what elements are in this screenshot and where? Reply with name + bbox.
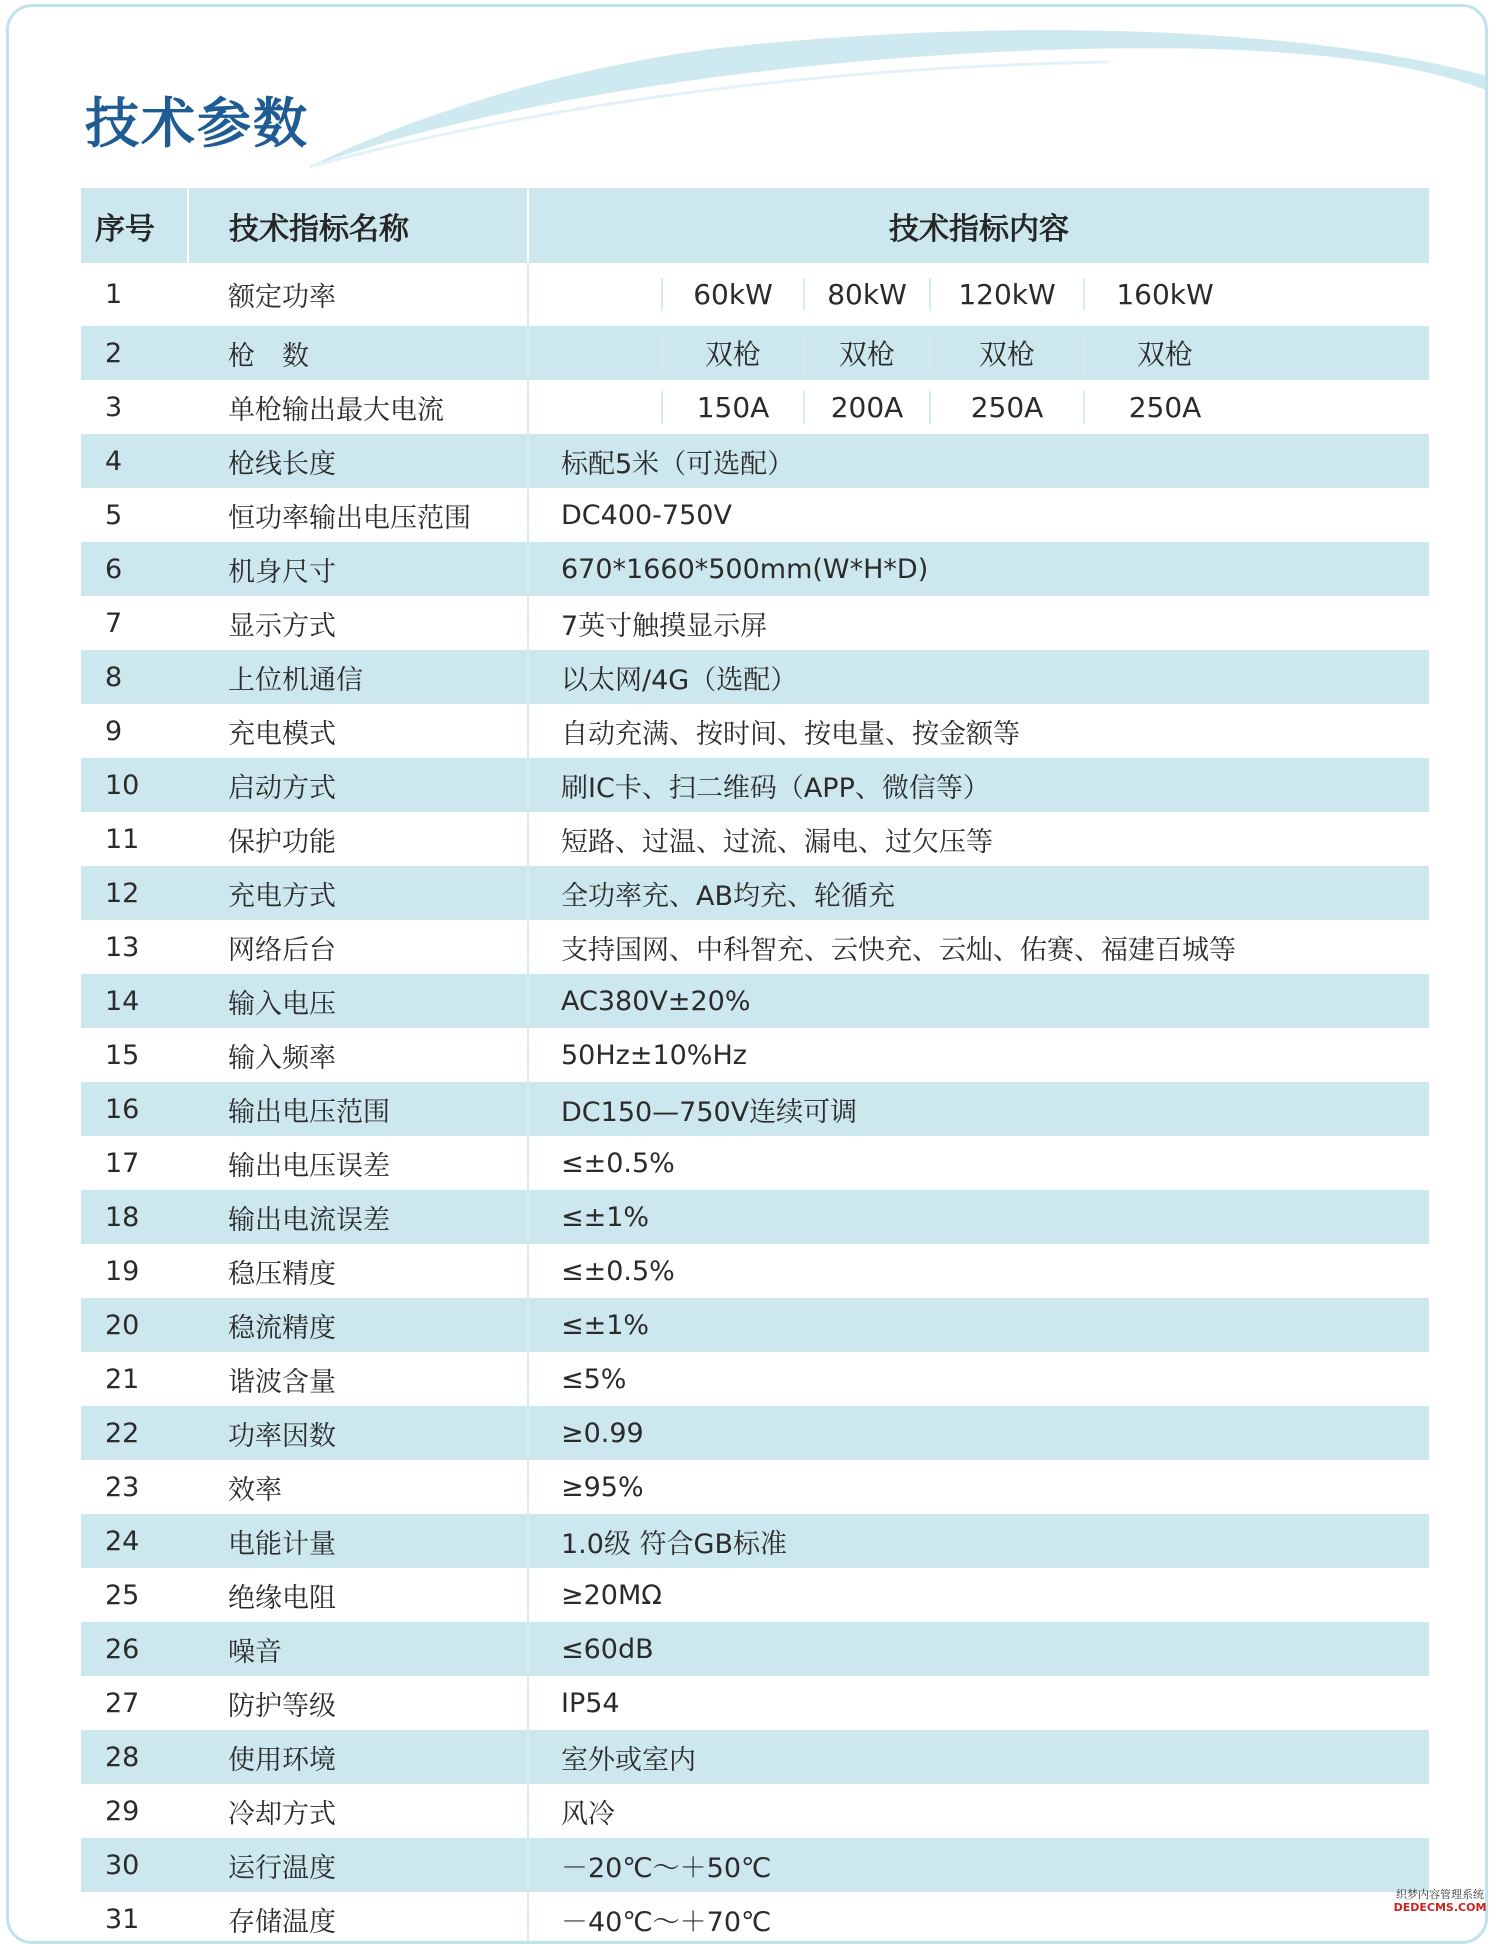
row-no: 22 xyxy=(81,1406,188,1460)
table-row xyxy=(81,1190,1429,1244)
row-name: 充电模式 xyxy=(228,718,336,750)
table-row xyxy=(81,1082,1429,1136)
row-no: 6 xyxy=(81,542,188,596)
row-no: 31 xyxy=(105,1903,140,1935)
row-no: 18 xyxy=(81,1190,188,1244)
row-name: 防护等级 xyxy=(228,1690,336,1722)
table-row xyxy=(81,866,1429,920)
row-name: 额定功率 xyxy=(228,282,336,313)
table-row xyxy=(81,1784,1429,1838)
watermark-line2: DEDECMS.COM xyxy=(1393,1901,1487,1914)
row-value: ≤±1% xyxy=(528,1190,1429,1244)
row-value: 全功率充、AB均充、轮循充 xyxy=(528,866,1429,920)
row-value: IP54 xyxy=(528,1676,1429,1730)
row-name: 枪 数 xyxy=(188,326,528,380)
row-value xyxy=(528,263,1429,326)
row-no: 16 xyxy=(81,1082,188,1136)
row-no: 13 xyxy=(105,931,140,963)
table-row xyxy=(81,974,1429,1028)
row-no: 20 xyxy=(81,1298,188,1352)
table-row xyxy=(81,1622,1429,1676)
row-value: ≤±1% xyxy=(528,1298,1429,1352)
row-no: 8 xyxy=(81,650,188,704)
row-no: 21 xyxy=(105,1363,140,1395)
row-value xyxy=(528,380,1429,434)
row-name: 显示方式 xyxy=(228,610,336,642)
row-no: 5 xyxy=(105,499,123,531)
row-name: 噪音 xyxy=(188,1622,528,1676)
row-name: 输出电压误差 xyxy=(228,1150,390,1182)
table-row xyxy=(81,434,1429,488)
row-value: 7英寸触摸显示屏 xyxy=(528,596,1429,650)
row-name: 输出电流误差 xyxy=(188,1190,528,1244)
row-name: 上位机通信 xyxy=(188,650,528,704)
table-row xyxy=(81,380,1429,434)
row-no: 26 xyxy=(81,1622,188,1676)
row-name: 绝缘电阻 xyxy=(228,1582,336,1614)
header-no: 序号 xyxy=(81,188,188,263)
table-row xyxy=(81,263,1429,326)
table-row xyxy=(81,1838,1429,1892)
row-value xyxy=(528,326,1429,380)
sub-value: 200A xyxy=(803,391,929,424)
page-frame xyxy=(6,4,1488,1944)
row-no: 11 xyxy=(105,823,140,855)
table-row xyxy=(81,1730,1429,1784)
row-no: 4 xyxy=(81,434,188,488)
row-name: 冷却方式 xyxy=(228,1798,336,1830)
row-name: 保护功能 xyxy=(228,826,336,858)
row-value: －20℃～＋50℃ xyxy=(528,1838,1429,1892)
table-row xyxy=(81,704,1429,758)
row-no: 23 xyxy=(105,1471,140,1503)
sub-value: 80kW xyxy=(803,278,929,311)
row-name: 存储温度 xyxy=(228,1906,336,1938)
row-no: 3 xyxy=(105,391,123,423)
row-no: 27 xyxy=(105,1687,140,1719)
row-name: 运行温度 xyxy=(188,1838,528,1892)
row-name: 效率 xyxy=(228,1474,282,1506)
row-value: ≤60dB xyxy=(528,1622,1429,1676)
row-value: ≥20MΩ xyxy=(528,1568,1429,1622)
row-name: 恒功率输出电压范围 xyxy=(228,502,471,534)
row-name: 充电方式 xyxy=(188,866,528,920)
row-value: AC380V±20% xyxy=(528,974,1429,1028)
row-no: 29 xyxy=(105,1795,140,1827)
watermark-line1: 织梦内容管理系统 xyxy=(1396,1888,1484,1901)
spec-table xyxy=(81,188,1429,1944)
page-title: 技术参数 xyxy=(85,92,309,155)
row-no: 9 xyxy=(105,715,123,747)
row-no: 7 xyxy=(105,607,123,639)
table-row xyxy=(81,1136,1429,1190)
table-row xyxy=(81,1892,1429,1944)
sub-value: 160kW xyxy=(1083,278,1245,311)
row-name: 启动方式 xyxy=(188,758,528,812)
sub-value: 双枪 xyxy=(661,333,803,373)
sub-value: 60kW xyxy=(661,278,803,311)
row-name: 使用环境 xyxy=(188,1730,528,1784)
row-value: ≤5% xyxy=(528,1352,1429,1406)
row-value: ≥95% xyxy=(528,1460,1429,1514)
row-value: 刷IC卡、扫二维码（APP、微信等） xyxy=(528,758,1429,812)
row-name: 输入电压 xyxy=(188,974,528,1028)
row-name: 网络后台 xyxy=(228,934,336,966)
row-value: －40℃～＋70℃ xyxy=(528,1892,1429,1944)
row-name: 输出电压范围 xyxy=(188,1082,528,1136)
row-no: 1 xyxy=(105,279,123,310)
row-name: 稳压精度 xyxy=(228,1258,336,1290)
row-value: 标配5米（可选配） xyxy=(528,434,1429,488)
row-value: DC400-750V xyxy=(528,488,1429,542)
table-row xyxy=(81,488,1429,542)
header-name: 技术指标名称 xyxy=(188,188,528,263)
row-value: 自动充满、按时间、按电量、按金额等 xyxy=(528,704,1429,758)
row-name: 机身尺寸 xyxy=(188,542,528,596)
row-value: 以太网/4G（选配） xyxy=(528,650,1429,704)
table-row xyxy=(81,1352,1429,1406)
table-row xyxy=(81,1514,1429,1568)
site-watermark xyxy=(1390,1888,1490,1914)
sub-value: 双枪 xyxy=(929,333,1083,373)
row-no: 10 xyxy=(81,758,188,812)
row-value: 670*1660*500mm(W*H*D) xyxy=(528,542,1429,596)
table-row xyxy=(81,920,1429,974)
row-value: 1.0级 符合GB标准 xyxy=(528,1514,1429,1568)
row-no: 30 xyxy=(81,1838,188,1892)
sub-value: 150A xyxy=(661,391,803,424)
table-row xyxy=(81,326,1429,380)
row-value: 风冷 xyxy=(528,1784,1429,1838)
row-no: 28 xyxy=(81,1730,188,1784)
row-no: 25 xyxy=(105,1579,140,1611)
row-no: 2 xyxy=(81,326,188,380)
row-value: 室外或室内 xyxy=(528,1730,1429,1784)
row-name: 谐波含量 xyxy=(228,1366,336,1398)
table-row xyxy=(81,812,1429,866)
row-no: 15 xyxy=(105,1039,140,1071)
row-name: 稳流精度 xyxy=(188,1298,528,1352)
row-value: ≤±0.5% xyxy=(528,1244,1429,1298)
table-row xyxy=(81,596,1429,650)
table-row xyxy=(81,1028,1429,1082)
sub-value: 250A xyxy=(1083,391,1245,424)
table-row xyxy=(81,1298,1429,1352)
table-row xyxy=(81,758,1429,812)
sub-value: 120kW xyxy=(929,278,1083,311)
table-header-row xyxy=(81,188,1429,263)
row-value: DC150—750V连续可调 xyxy=(528,1082,1429,1136)
row-name: 单枪输出最大电流 xyxy=(228,394,444,426)
sub-value: 双枪 xyxy=(803,333,929,373)
row-no: 14 xyxy=(81,974,188,1028)
table-row xyxy=(81,1676,1429,1730)
table-row xyxy=(81,1460,1429,1514)
header-content: 技术指标内容 xyxy=(528,188,1429,263)
row-value: ≥0.99 xyxy=(528,1406,1429,1460)
row-name: 枪线长度 xyxy=(188,434,528,488)
row-no: 19 xyxy=(105,1255,140,1287)
row-no: 17 xyxy=(105,1147,140,1179)
row-name: 功率因数 xyxy=(188,1406,528,1460)
row-no: 24 xyxy=(81,1514,188,1568)
table-row xyxy=(81,650,1429,704)
row-no: 12 xyxy=(81,866,188,920)
row-value: 支持国网、中科智充、云快充、云灿、佑赛、福建百城等 xyxy=(528,920,1429,974)
row-value: 短路、过温、过流、漏电、过欠压等 xyxy=(528,812,1429,866)
sub-value: 双枪 xyxy=(1083,333,1245,373)
sub-value: 250A xyxy=(929,391,1083,424)
row-value: 50Hz±10%Hz xyxy=(528,1028,1429,1082)
table-row xyxy=(81,1244,1429,1298)
table-row xyxy=(81,1406,1429,1460)
row-value: ≤±0.5% xyxy=(528,1136,1429,1190)
row-name: 电能计量 xyxy=(188,1514,528,1568)
table-row xyxy=(81,1568,1429,1622)
row-name: 输入频率 xyxy=(228,1042,336,1074)
table-row xyxy=(81,542,1429,596)
